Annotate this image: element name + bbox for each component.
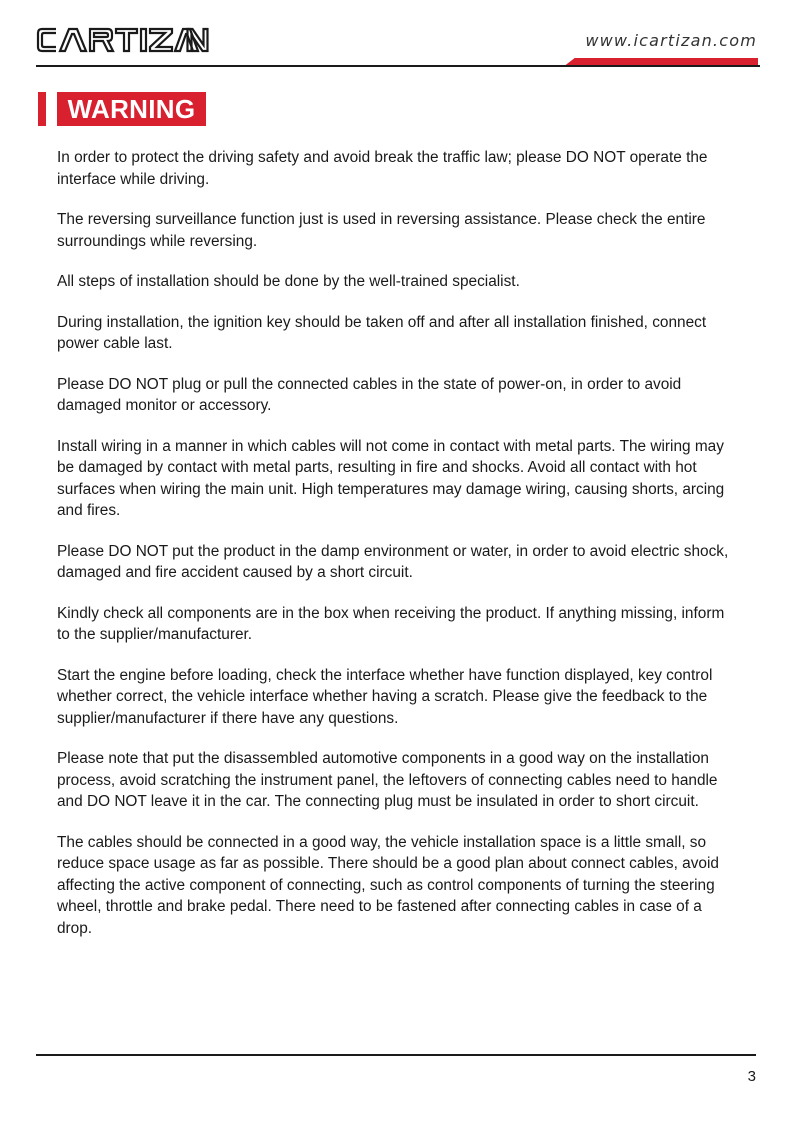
footer-divider	[36, 1054, 756, 1056]
paragraph: Install wiring in a manner in which cables will not come in contact with metal parts. The wiring may be damaged by contact with metal parts, resulting in fire and shocks. Avoid all contact with hot surfaces when wiring the main unit. High temperatures may damage wiring, causing shorts, arcing and fires.	[57, 437, 725, 519]
paragraph: The cables should be connected in a good way, the vehicle installation space is a little small, so reduce space usage as far as possible. There should be a good plan about connect cables, avoid affecting the active component of connecting, such as control components of turning the steering wheel, throttle and brake pedal. There need to be fastened after connecting cables in case of a drop.	[57, 833, 719, 937]
paragraph: Kindly check all components are in the box when receiving the product. If anything missing, inform to the supplier/manufacturer.	[57, 604, 725, 643]
section-title: WARNING	[57, 92, 206, 126]
header-divider	[36, 65, 760, 67]
paragraph: Start the engine before loading, check the interface whether have function displayed, key control whether correct, the vehicle interface whether having a scratch. Please give the feedback to the supplier/manufacturer if there have any questions.	[57, 666, 713, 727]
website-url: www.icartizan.com	[585, 31, 757, 50]
page-number: 3	[747, 1068, 756, 1085]
paragraph: All steps of installation should be done by the well-trained specialist.	[57, 273, 520, 290]
paragraph: Please DO NOT put the product in the damp environment or water, in order to avoid electric shock, damaged and fire accident caused by a short circuit.	[57, 542, 729, 581]
paragraph: Please DO NOT plug or pull the connected cables in the state of power-on, in order to avoid damaged monitor or accessory.	[57, 375, 682, 414]
brand-logo	[36, 27, 209, 53]
paragraph: The reversing surveillance function just is used in reversing assistance. Please check the entire surroundings while reversing.	[57, 211, 706, 250]
warning-content	[57, 147, 741, 958]
paragraph: During installation, the ignition key should be taken off and after all installation finished, connect power cable last.	[57, 313, 707, 352]
paragraph: In order to protect the driving safety and avoid break the traffic law; please DO NOT operate the interface while driving.	[57, 149, 708, 188]
paragraph: Please note that put the disassembled automotive components in a good way on the installation process, avoid scratching the instrument panel, the leftovers of connecting cables need to handle and DO NOT leave it in the car. The connecting plug must be insulated in order to short circuit.	[57, 750, 718, 810]
warning-accent-bar	[38, 92, 46, 126]
